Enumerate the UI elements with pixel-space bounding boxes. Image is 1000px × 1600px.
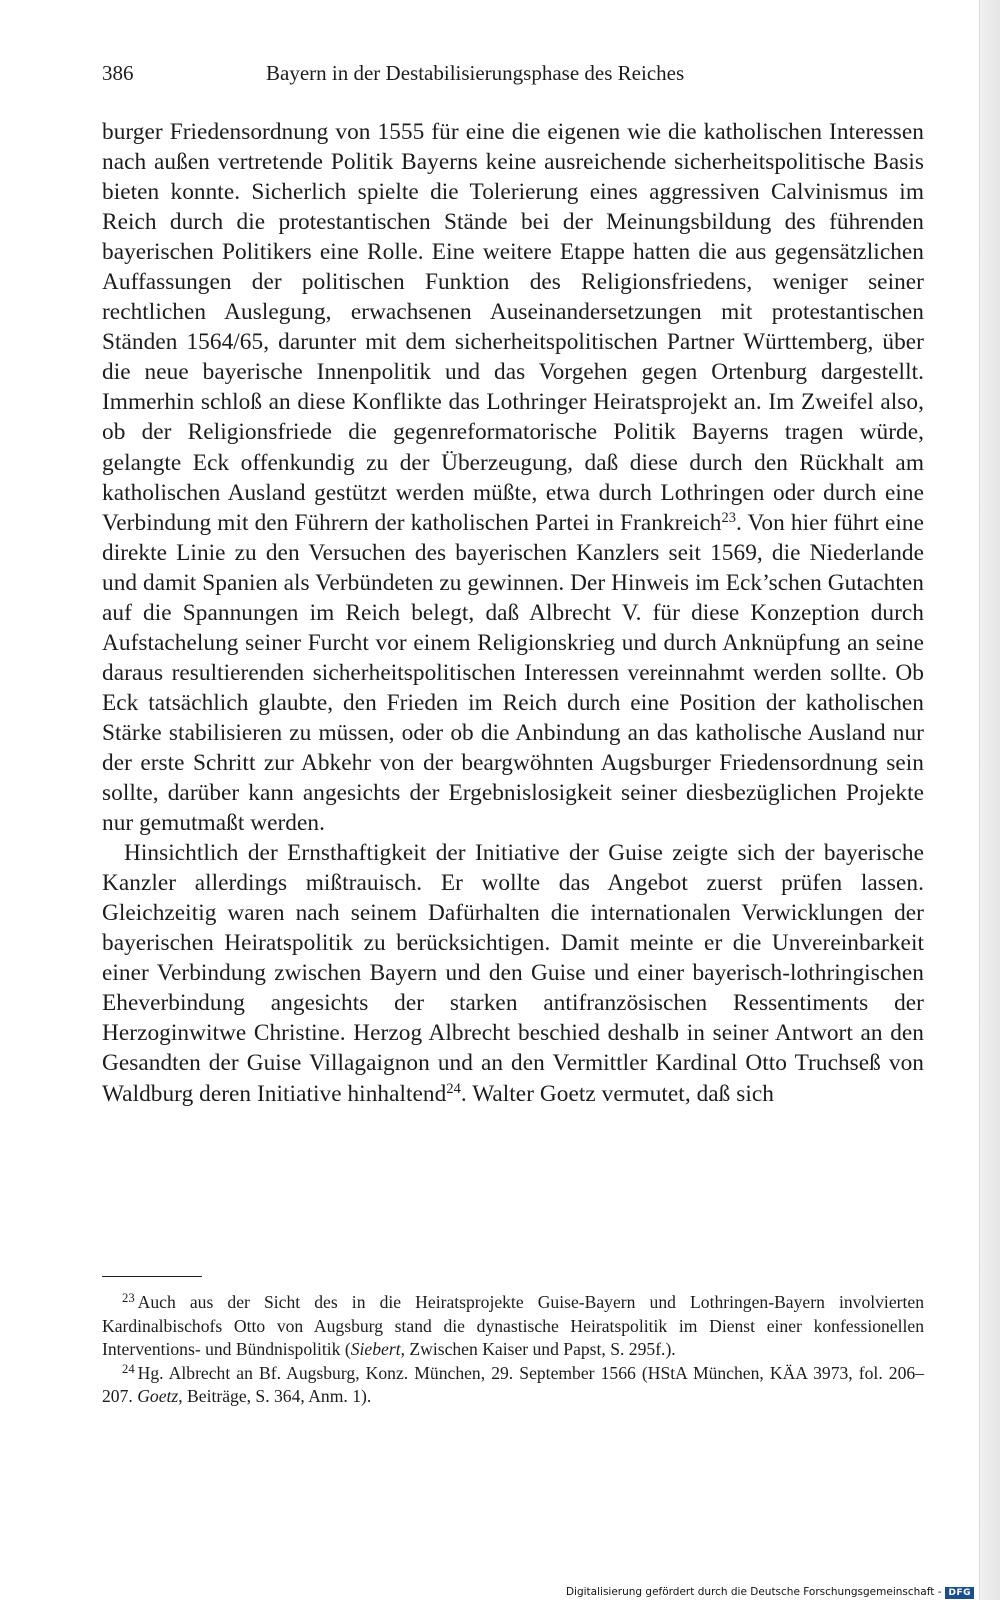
running-title: Bayern in der Destabilisierungsphase des Reiches <box>266 61 685 85</box>
footnote-divider <box>102 1276 202 1277</box>
footnote-number: 23 <box>122 1291 135 1306</box>
footnote-reference: 23 <box>721 509 736 526</box>
paragraph <box>102 117 924 838</box>
footnotes <box>102 1291 924 1409</box>
page-number: 386 <box>102 61 134 85</box>
footnote-number: 24 <box>122 1362 135 1377</box>
footnote-text: , Beiträge, S. 364, Anm. 1). <box>178 1386 372 1407</box>
body-text <box>102 117 924 1109</box>
credit-text: Digitalisierung gefördert durch die Deutsche Forschungsgemeinschaft - <box>565 1586 942 1598</box>
digitization-credit <box>566 1585 974 1600</box>
footnote-text: Auch aus der Sicht des in die Heiratsprojekte Guise-Bayern und Lothringen-Bayern involvierten Kardinalbischofs Otto von Augsburg stand die dynastische Heiratspolitik im Dienst einer konfessionellen Interventions- und Bündnispolitik ( <box>102 1292 924 1360</box>
footnote-author: Goetz <box>137 1386 179 1407</box>
footnote-author: Siebert <box>350 1339 401 1360</box>
page-edge <box>979 0 1000 1600</box>
running-header <box>102 58 802 88</box>
paragraph-text: . Von hier führt eine direkte Linie zu den Versuchen des bayerischen Kanzlers seit 1569, die Niederlande und damit Spanien als Verbündeten zu gewinnen. Der Hinweis im Eck’schen Gutachten auf die Spannungen im Reich belegt, daß Albrecht V. für diese Konzeption durch Aufstachelung seiner Furcht vor einem Religionskrieg und durch Anknüpfung an seine daraus resultierenden sicherheitspolitischen Interessen vereinnahmt werden sollte. Ob Eck tatsächlich glaubte, den Frieden im Reich durch eine Position der katholischen Stärke stabilisieren zu müssen, oder ob die Anbindung an das katholische Ausland nur der erste Schritt zur Abkehr von der beargwöhnten Augsburger Friedensordnung sein sollte, darüber kann angesichts der Ergebnislosigkeit seiner diesbezüglichen Projekte nur gemutmaßt werden. <box>102 509 924 837</box>
footnote-text: , Zwischen Kaiser und Papst, S. 295f.). <box>400 1339 676 1360</box>
footnote-reference: 24 <box>446 1080 461 1097</box>
paragraph-text: burger Friedensordnung von 1555 für eine die eigenen wie die katholischen Interessen nach außen vertretende Politik Bayerns keine ausreichende sicherheitspolitische Basis bieten konnte. Sicherlich spielte die Tolerierung eines aggressiven Calvinismus im Reich durch die protestantischen Stände bei der Meinungsbildung des führenden bayerischen Politikers eine Rolle. Eine weitere Etappe hatten die aus gegensätzlichen Auffassungen der politischen Funktion des Religionsfriedens, weniger seiner rechtlichen Auslegung, erwachsenen Auseinandersetzungen mit protestantischen Ständen 1564/65, darunter mit dem sicherheitspolitischen Partner Württemberg, über die neue bayerische Innenpolitik und das Vorgehen gegen Ortenburg dargestellt. Immerhin schloß an diese Konflikte das Lothringer Heiratsprojekt an. Im Zweifel also, ob der Religionsfriede die gegenreformatorische Politik Bayerns tragen würde, gelangte Eck offenkundig zu der Überzeugung, daß diese durch den Rückhalt am katholischen Ausland gestützt werden müßte, etwa durch Lothringen oder durch eine Verbindung mit den Führern der katholischen Partei in Frankreich <box>102 119 924 536</box>
paragraph <box>102 838 924 1108</box>
paragraph-text: Hinsichtlich der Ernsthaftigkeit der Initiative der Guise zeigte sich der bayerische Kanzler allerdings mißtrauisch. Er wollte das Angebot zuerst prüfen lassen. Gleichzeitig waren nach seinem Dafürhalten die internationalen Verwicklungen der bayerischen Heiratspolitik zu berücksichtigen. Damit meinte er die Unvereinbarkeit einer Verbindung zwischen Bayern und den Guise und einer bayerisch-lothringischen Eheverbindung angesichts der starken antifranzösischen Ressentiments der Herzoginwitwe Christine. Herzog Albrecht beschied deshalb in seiner Antwort an den Gesandten der Guise Villagaignon und an den Vermittler Kardinal Otto Truchseß von Waldburg deren Initiative hinhaltend <box>102 840 924 1107</box>
footnote <box>102 1362 924 1409</box>
footnote <box>102 1291 924 1362</box>
footnote-text: Hg. Albrecht an Bf. Augsburg, Konz. München, 29. September 1566 (HStA München, KÄA 3973, fol. 206–207. <box>102 1362 924 1407</box>
dfg-logo: DFG <box>945 1587 974 1599</box>
paragraph-text: . Walter Goetz vermutet, daß sich <box>460 1080 774 1107</box>
